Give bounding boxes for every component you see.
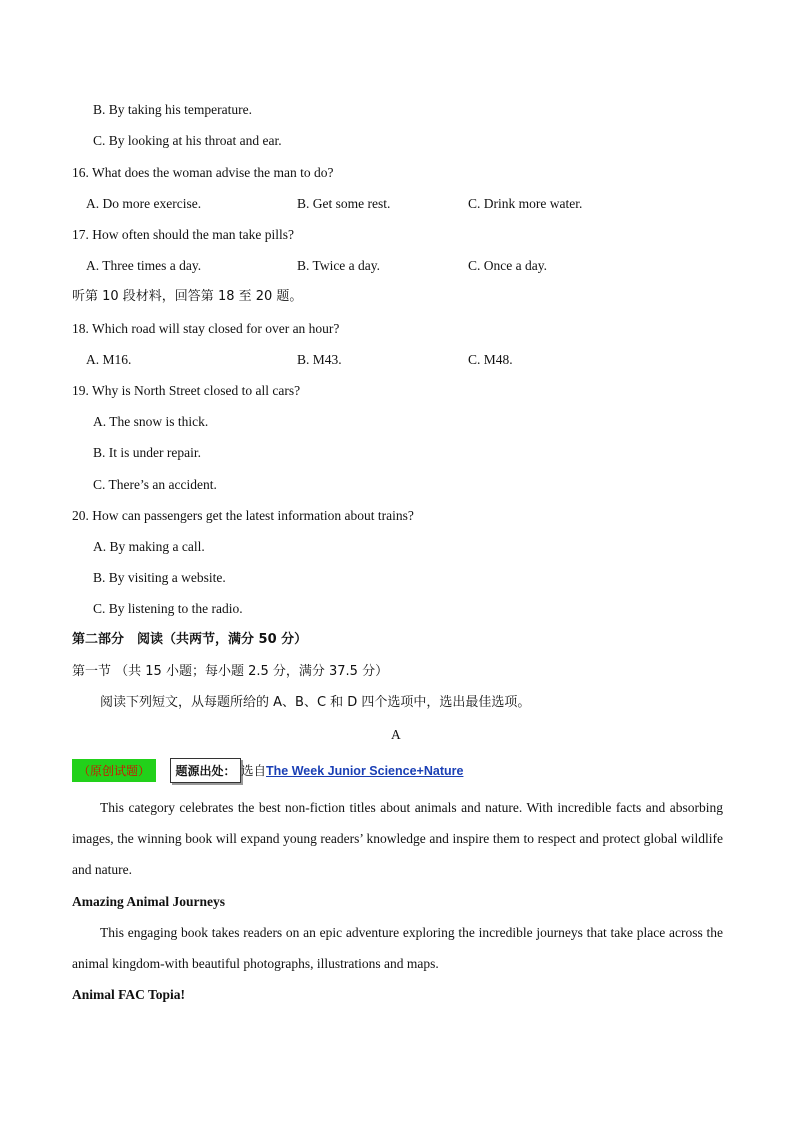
q16-option-b: B. Get some rest. bbox=[297, 196, 391, 211]
q17-stem: 17. How often should the man take pills? bbox=[72, 227, 294, 242]
passage-label: A bbox=[391, 727, 401, 742]
q19-option-b: B. It is under repair. bbox=[93, 445, 201, 460]
q19-option-c: C. There’s an accident. bbox=[93, 477, 217, 492]
q20-option-c: C. By listening to the radio. bbox=[93, 601, 243, 616]
passage-intro-text: This category celebrates the best non-fiction titles about animals and nature. With incredible facts and absorbing images, the winning book will expand young readers’ knowledge and inspire them to respect and protect global wildlife and nature. bbox=[72, 800, 723, 877]
reading-section-title: 第一节 （共 15 小题；每小题 2.5 分，满分 37.5 分） bbox=[72, 664, 389, 679]
passage-intro bbox=[72, 792, 723, 885]
q15-option-c: C. By looking at his throat and ear. bbox=[93, 133, 282, 148]
book1-description bbox=[72, 917, 723, 979]
q19-stem: 19. Why is North Street closed to all cars? bbox=[72, 383, 301, 398]
q16-option-a: A. Do more exercise. bbox=[86, 196, 202, 211]
book2-title: Animal FAC Topia! bbox=[72, 987, 186, 1002]
q20-stem: 20. How can passengers get the latest information about trains? bbox=[72, 508, 414, 523]
q18-option-c: C. M48. bbox=[468, 352, 513, 367]
book1-title: Amazing Animal Journeys bbox=[72, 894, 226, 909]
q18-option-b: B. M43. bbox=[297, 352, 342, 367]
q19-option-a: A. The snow is thick. bbox=[93, 414, 209, 429]
q18-stem: 18. Which road will stay closed for over an hour? bbox=[72, 321, 340, 336]
reading-instruction: 阅读下列短文，从每题所给的 A、B、C 和 D 四个选项中，选出最佳选项。 bbox=[100, 695, 531, 710]
q17-option-c: C. Once a day. bbox=[468, 258, 547, 273]
source-badge: 题源出处： bbox=[170, 758, 241, 783]
q18-option-a: A. M16. bbox=[86, 352, 132, 367]
q20-option-a: A. By making a call. bbox=[93, 539, 205, 554]
q20-option-b: B. By visiting a website. bbox=[93, 570, 226, 585]
q17-option-b: B. Twice a day. bbox=[297, 258, 381, 273]
source-prefix: 选自 bbox=[241, 763, 267, 778]
book1-description-text: This engaging book takes readers on an epic adventure exploring the incredible journeys that take place across the animal kingdom-with beautiful photographs, illustrations and maps. bbox=[72, 925, 723, 971]
q16-option-c: C. Drink more water. bbox=[468, 196, 583, 211]
source-line bbox=[241, 761, 463, 779]
section-10-instruction: 听第 10 段材料，回答第 18 至 20 题。 bbox=[72, 289, 303, 304]
q16-stem: 16. What does the woman advise the man to do? bbox=[72, 165, 334, 180]
q17-option-a: A. Three times a day. bbox=[86, 258, 202, 273]
reading-part-title: 第二部分 阅读（共两节，满分 50 分） bbox=[72, 632, 308, 647]
source-link[interactable]: The Week Junior Science+Nature bbox=[266, 764, 464, 778]
q15-option-b: B. By taking his temperature. bbox=[93, 102, 252, 117]
original-question-badge: （原创试题） bbox=[72, 759, 156, 782]
